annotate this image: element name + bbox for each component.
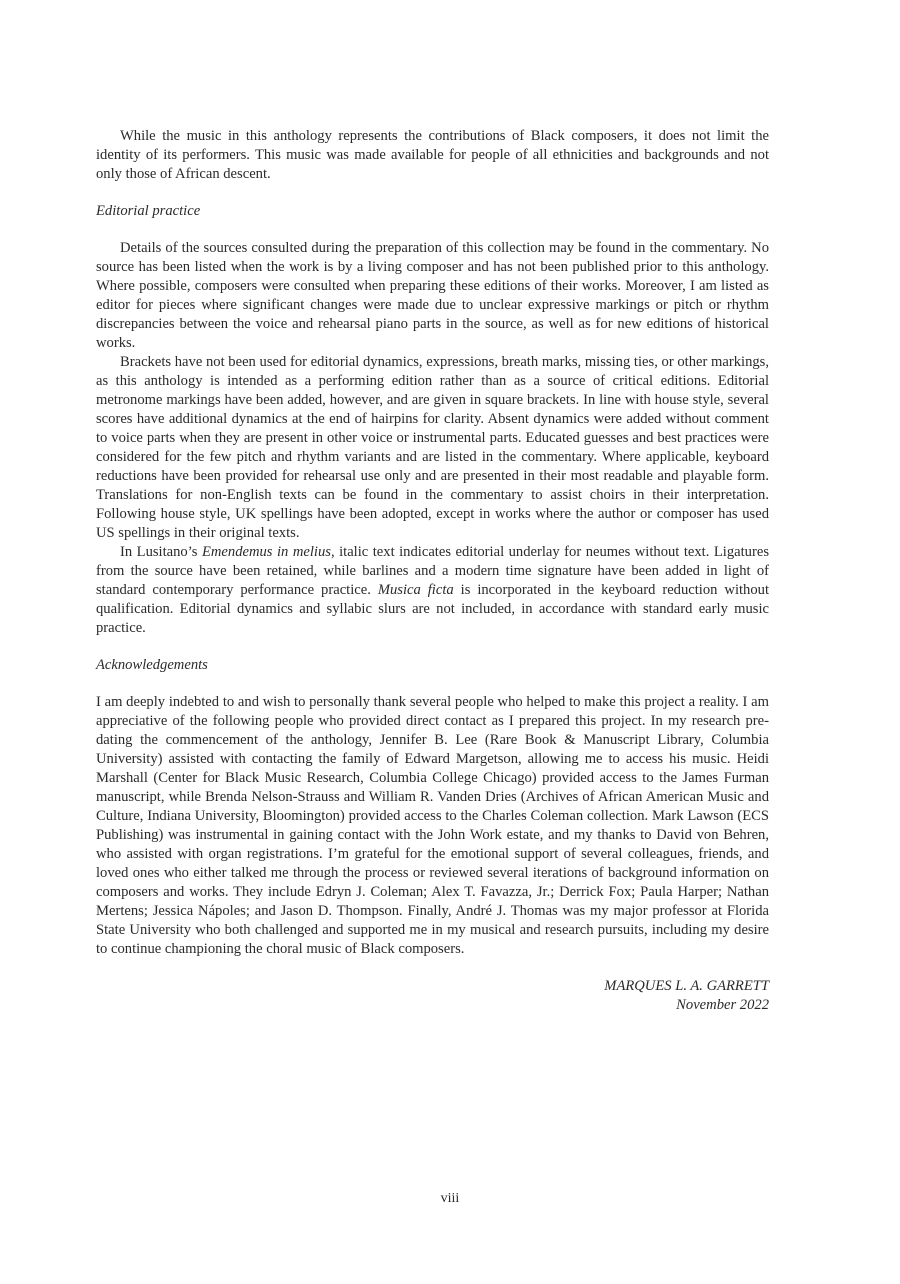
- lusitano-text-2: , italic text indicates editorial underlay for neumes without text. Ligatures from the source have been retained, while barlines and a modern time signature have been added in light of standard contemporary performance practice.: [96, 544, 769, 598]
- editorial-paragraph-brackets: Brackets have not been used for editorial dynamics, expressions, breath marks, missing ties, or other markings, as this anthology is intended as a performing edition rather than as a source of critical editions. Editorial metronome markings have been added, however, and are given in square brackets. In line with house style, several scores have additional dynamics at the end of hairpins for clarity. Absent dynamics were added without comment to voice parts when they are present in other voice or instrumental parts. Educated guesses and best practices were considered for the few pitch and rhythm variants and are listed in the commentary. Where applicable, keyboard reductions have been provided for rehearsal use only and are presented in their most readable and playable form. Translations for non-English texts can be found in the commentary to assist choirs in their interpretation. Following house style, UK spellings have been adopted, except in works where the author or composer has used US spellings in their original texts.: [96, 354, 769, 541]
- author-name: MARQUES L. A. GARRETT: [604, 978, 769, 994]
- lusitano-text-1: In Lusitano’s: [120, 544, 202, 560]
- intro-paragraph: While the music in this anthology represents the contributions of Black composers, it does not limit the identity of its performers. This music was made available for people of all ethnicities and backgrounds and not only those of African descent.: [96, 128, 769, 182]
- musica-ficta-term: Musica ficta: [377, 582, 454, 598]
- editorial-practice-heading: Editorial practice: [96, 203, 201, 219]
- signature-date: November 2022: [676, 997, 769, 1013]
- page-number: viii: [440, 1191, 460, 1206]
- signature-block: [96, 977, 769, 1015]
- acknowledgements-paragraph: I am deeply indebted to and wish to personally thank several people who helped to make this project a reality. I am appreciative of the following people who provided direct contact as I prepared this project. In my research pre-dating the commencement of the anthology, Jennifer B. Lee (Rare Book & Manuscript Library, Columbia University) assisted with contacting the family of Edward Margetson, allowing me to access his music. Heidi Marshall (Center for Black Music Research, Columbia College Chicago) provided access to the James Furman manuscript, while Brenda Nelson-Strauss and William R. Vanden Dries (Archives of African American Music and Culture, Indiana University, Bloomington) provided access to the Charles Coleman collection. Mark Lawson (ECS Publishing) was instrumental in gaining contact with the John Work estate, and my thanks to David von Behren, who assisted with organ registrations. I’m grateful for the emotional support of several colleagues, friends, and loved ones who either talked me through the process or reviewed several iterations of background information on composers and works. They include Edryn J. Coleman; Alex T. Favazza, Jr.; Derrick Fox; Paula Harper; Nathan Mertens; Jessica Nápoles; and Jason D. Thompson. Finally, André J. Thomas was my major professor at Florida State University who both challenged and supported me in my musical and research pursuits, including my desire to continue championing the choral music of Black composers.: [96, 694, 769, 957]
- editorial-paragraph-lusitano: [96, 543, 769, 638]
- editorial-paragraph-sources: Details of the sources consulted during the preparation of this collection may be found in the commentary. No source has been listed when the work is by a living composer and has not been published prior to this anthology. Where possible, composers were consulted when preparing these editions of their works. Moreover, I am listed as editor for pieces where significant changes were made due to unclear expressive markings or pitch or rhythm discrepancies between the voice and rehearsal piano parts in the source, as well as for new editions of historical works.: [96, 240, 769, 351]
- lusitano-text-3: is incorporated in the keyboard reduction without qualification. Editorial dynamics and syllabic slurs are not included, in accordance with standard early music practice.: [96, 582, 770, 636]
- lusitano-title: Emendemus in melius: [201, 544, 331, 560]
- page-body: [96, 127, 769, 1015]
- acknowledgements-heading: Acknowledgements: [96, 657, 208, 673]
